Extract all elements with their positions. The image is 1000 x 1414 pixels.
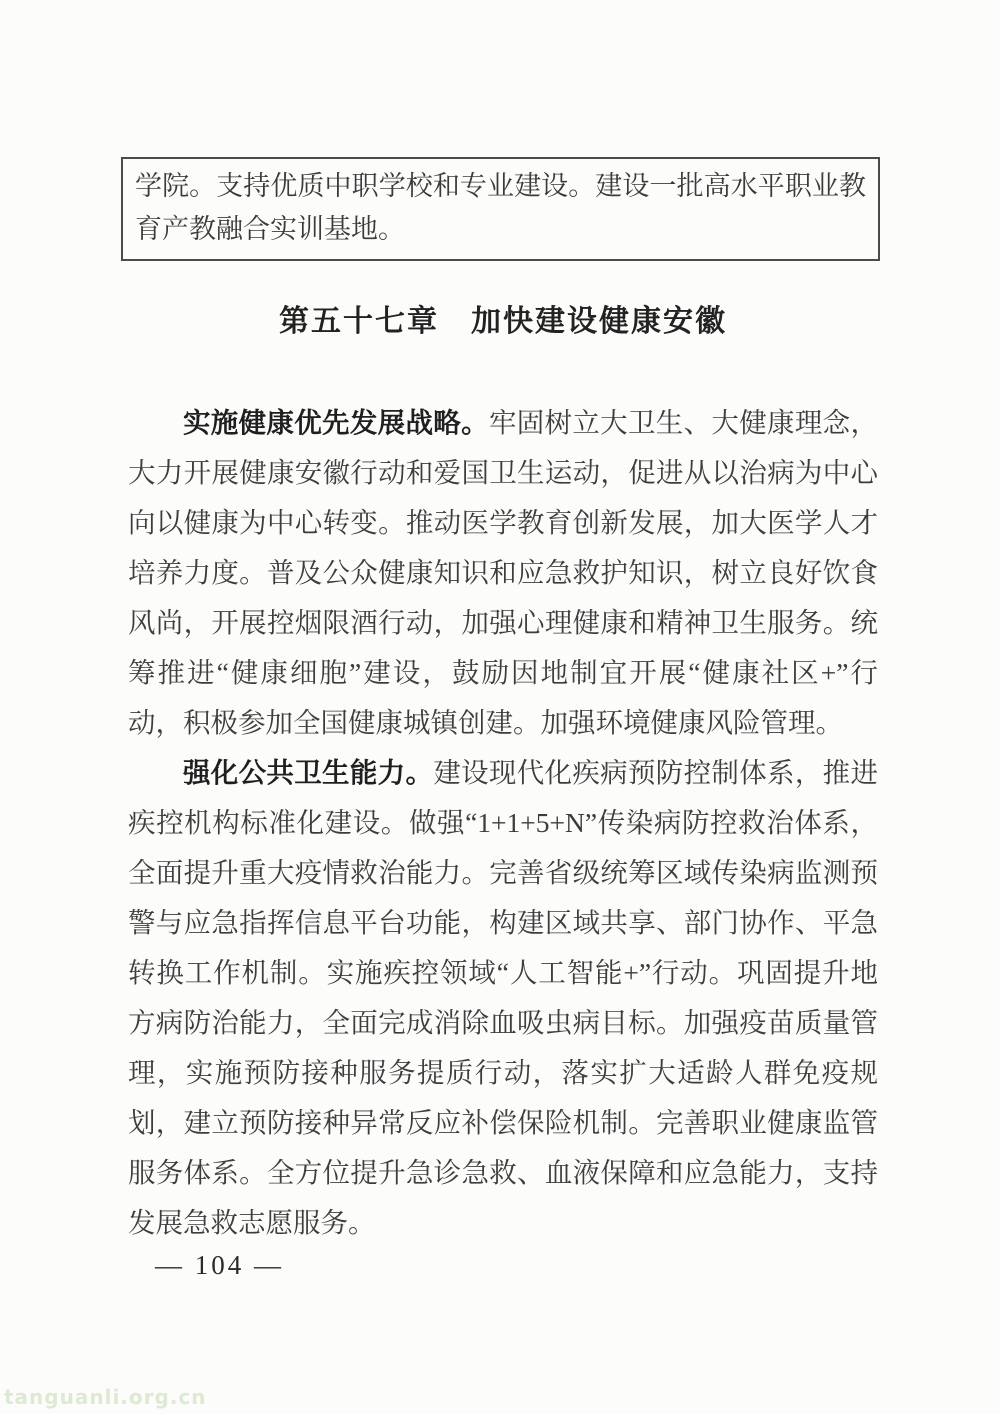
body-text xyxy=(128,398,878,1248)
paragraph xyxy=(128,748,878,1248)
watermark: tanguanli.org.cn xyxy=(4,1385,207,1409)
carryover-text-box xyxy=(121,157,880,261)
chapter-heading: 第五十七章 加快建设健康安徽 xyxy=(279,305,727,338)
paragraph-lead: 强化公共卫生能力。 xyxy=(183,757,434,788)
page-number: — 104 — xyxy=(155,1250,284,1280)
paragraph-lead: 实施健康优先发展战略。 xyxy=(183,407,489,438)
paragraph-body: 建设现代化疾病预防控制体系，推进疾控机构标准化建设。做强“1+1+5+N”传染病防控救治体系，全面提升重大疫情救治能力。完善省级统筹区域传染病监测预警与应急指挥信息平台功能，构建区域共享、部门协作、平急转换工作机制。实施疾控领域“人工智能+”行动。巩固提升地方病防治能力，全面完成消除血吸虫病目标。加强疫苗质量管理，实施预防接种服务提质行动，落实扩大适龄人群免疫规划，建立预防接种异常反应补偿保险机制。完善职业健康监管服务体系。全方位提升急诊急救、血液保障和应急能力，支持发展急救志愿服务。 xyxy=(128,757,878,1238)
paragraph-body: 牢固树立大卫生、大健康理念，大力开展健康安徽行动和爱国卫生运动，促进从以治病为中心向以健康为中心转变。推动医学教育创新发展，加大医学人才培养力度。普及公众健康知识和应急救护知识，树立良好饮食风尚，开展控烟限酒行动，加强心理健康和精神卫生服务。统筹推进“健康细胞”建设，鼓励因地制宜开展“健康社区+”行动，积极参加全国健康城镇创建。加强环境健康风险管理。 xyxy=(128,407,878,738)
paragraph xyxy=(128,398,878,748)
carryover-text: 学院。支持优质中职学校和专业建设。建设一批高水平职业教育产教融合实训基地。 xyxy=(135,171,866,244)
